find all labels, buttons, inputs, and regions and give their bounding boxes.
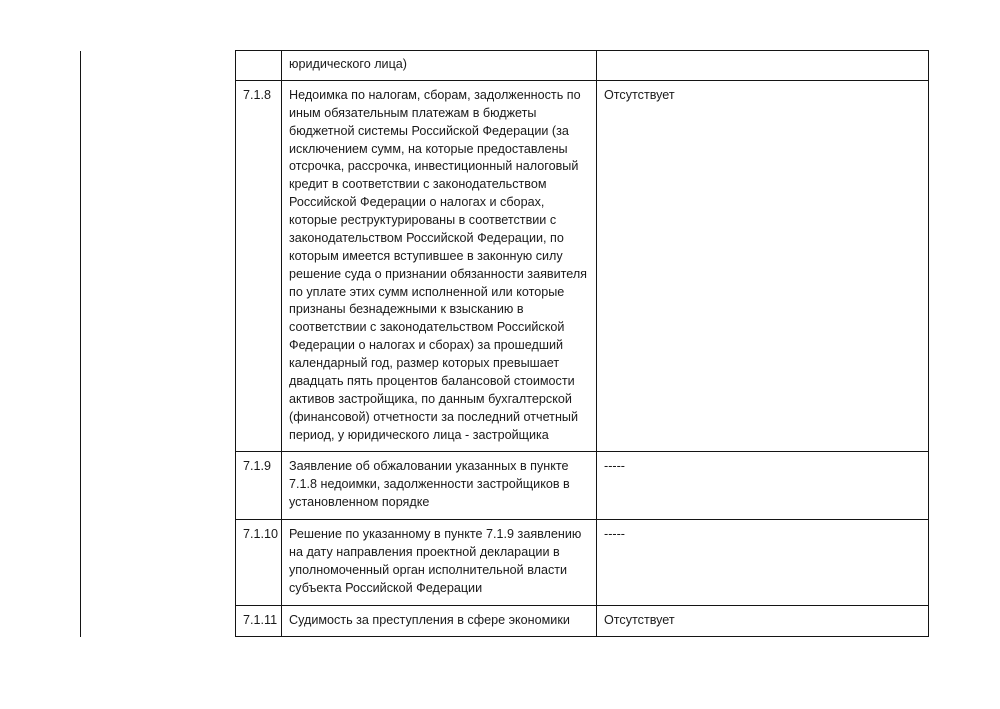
requirement-value: ----- xyxy=(597,520,929,606)
requirement-text: юридического лица) xyxy=(282,51,597,81)
item-number xyxy=(236,51,282,81)
left-margin-cell xyxy=(81,51,236,637)
declaration-table xyxy=(80,50,929,637)
item-number: 7.1.9 xyxy=(236,452,282,520)
item-number: 7.1.10 xyxy=(236,520,282,606)
requirement-value: Отсутствует xyxy=(597,605,929,637)
requirement-text: Заявление об обжаловании указанных в пункте 7.1.8 недоимки, задолженности застройщиков в установленном порядке xyxy=(282,452,597,520)
item-number: 7.1.8 xyxy=(236,80,282,452)
requirement-text: Решение по указанному в пункте 7.1.9 заявлению на дату направления проектной декларации в уполномоченный орган исполнительной власти субъекта Российской Федерации xyxy=(282,520,597,606)
requirement-text: Судимость за преступления в сфере экономики xyxy=(282,605,597,637)
item-number: 7.1.11 xyxy=(236,605,282,637)
requirement-value: ----- xyxy=(597,452,929,520)
table-row xyxy=(81,51,929,81)
requirement-value xyxy=(597,51,929,81)
requirement-value: Отсутствует xyxy=(597,80,929,452)
requirement-text: Недоимка по налогам, сборам, задолженность по иным обязательным платежам в бюджеты бюджетной системы Российской Федерации (за исключением сумм, на которые предоставлены отсрочка, рассрочка, инвестиционный налоговый кредит в соответствии с законодательством Российской Федерации о налогах и сборах, которые реструктурированы в соответствии с законодательством Российской Федерации, по которым имеется вступившее в законную силу решение суда о признании обязанности заявителя по уплате этих сумм исполненной или которые признаны безнадежными к взысканию в соответствии с законодательством Российской Федерации о налогах и сборах) за прошедший календарный год, размер которых превышает двадцать пять процентов балансовой стоимости активов застройщика, по данным бухгалтерской (финансовой) отчетности за последний отчетный период, у юридического лица - застройщика xyxy=(282,80,597,452)
